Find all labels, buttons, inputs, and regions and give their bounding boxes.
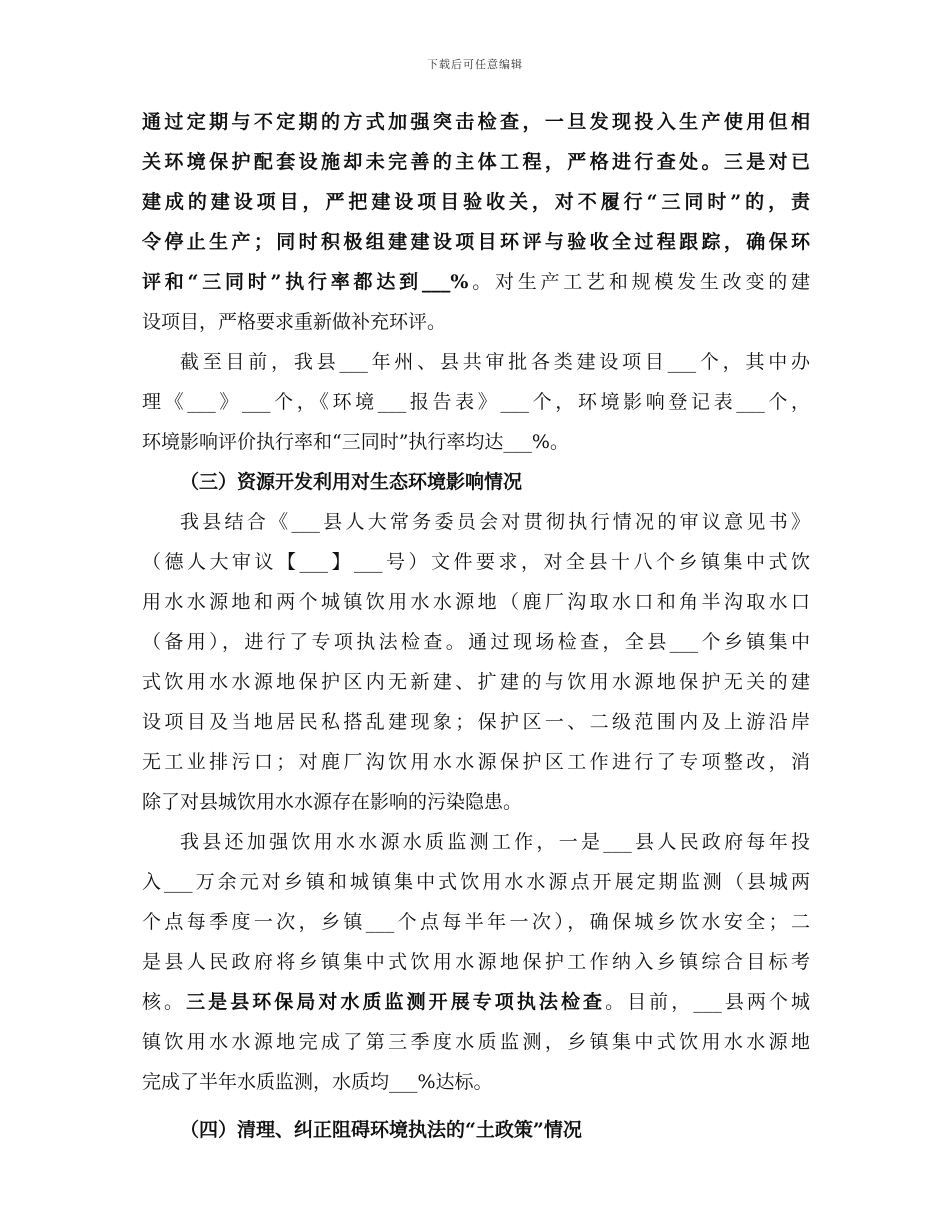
text-line: 入___万余元对乡镇和城镇集中式饮用水水源点开展定期监测（县城两 xyxy=(142,871,810,893)
text-line: 设项目及当地居民私搭乱建现象；保护区一、二级范围内及上游沿岸 xyxy=(142,711,810,733)
text-line: 除了对县城饮用水水源存在影响的污染隐患。 xyxy=(142,791,523,813)
text-line: 设项目，严格要求重新做补充环评。 xyxy=(142,311,447,333)
text-line: 个点每季度一次，乡镇___个点每半年一次），确保城乡饮水安全；二 xyxy=(142,911,810,933)
bold-text: 评和“三同时”执行率都达到___% xyxy=(142,271,469,293)
bold-text: 三是县环保局对水质监测开展专项执法检查 xyxy=(186,991,606,1013)
section-heading: （四）清理、纠正阻碍环境执法的“土政策”情况 xyxy=(180,1119,582,1141)
text-line: （德人大审议【___】___号）文件要求，对全县十八个乡镇集中式饮 xyxy=(142,551,810,573)
text-span: 核。 xyxy=(142,991,187,1013)
text-line: 通过定期与不定期的方式加强突击检查，一旦发现投入生产使用但相 xyxy=(142,111,810,133)
document-body xyxy=(142,102,810,1150)
text-line xyxy=(142,262,810,302)
text-line: 无工业排污口；对鹿厂沟饮用水水源保护区工作进行了专项整改，消 xyxy=(142,751,810,773)
text-line: 我县还加强饮用水水源水质监测工作，一是___县人民政府每年投 xyxy=(180,831,810,853)
text-line: 我县结合《___县人大常务委员会对贯彻执行情况的审议意见书》 xyxy=(180,511,810,533)
text-line: （备用），进行了专项执法检查。通过现场检查，全县___个乡镇集中 xyxy=(142,631,810,653)
text-line: 关环境保护配套设施却未完善的主体工程，严格进行查处。三是对已 xyxy=(142,151,810,173)
text-span: 。目前，___县两个城 xyxy=(605,991,810,1013)
text-line: 用水水源地和两个城镇饮用水水源地（鹿厂沟取水口和角半沟取水口 xyxy=(142,591,810,613)
text-line: 完成了半年水质监测，水质均___%达标。 xyxy=(142,1071,493,1093)
text-line: 截至目前，我县___年州、县共审批各类建设项目___个，其中办 xyxy=(180,351,810,373)
text-line: 是县人民政府将乡镇集中式饮用水源地保护工作纳入乡镇综合目标考 xyxy=(142,951,810,973)
text-line: 镇饮用水水源地完成了第三季度水质监测，乡镇集中式饮用水水源地 xyxy=(142,1031,810,1053)
text-span: 。对生产工艺和规模发生改变的建 xyxy=(468,271,810,293)
section-heading: （三）资源开发利用对生态环境影响情况 xyxy=(180,471,523,493)
text-line: 建成的建设项目，严把建设项目验收关，对不履行“三同时”的，责 xyxy=(142,191,810,213)
text-line xyxy=(142,982,810,1022)
text-line: 理《___》___个，《环境___报告表》___个，环境影响登记表___个， xyxy=(142,391,810,413)
text-line: 环境影响评价执行率和“三同时”执行率均达___%。 xyxy=(142,431,569,453)
text-line: 式饮用水水源地保护区内无新建、扩建的与饮用水源地保护无关的建 xyxy=(142,671,810,693)
text-line: 令停止生产；同时积极组建建设项目环评与验收全过程跟踪，确保环 xyxy=(142,231,810,253)
page-header: 下载后可任意编辑 xyxy=(427,58,523,71)
